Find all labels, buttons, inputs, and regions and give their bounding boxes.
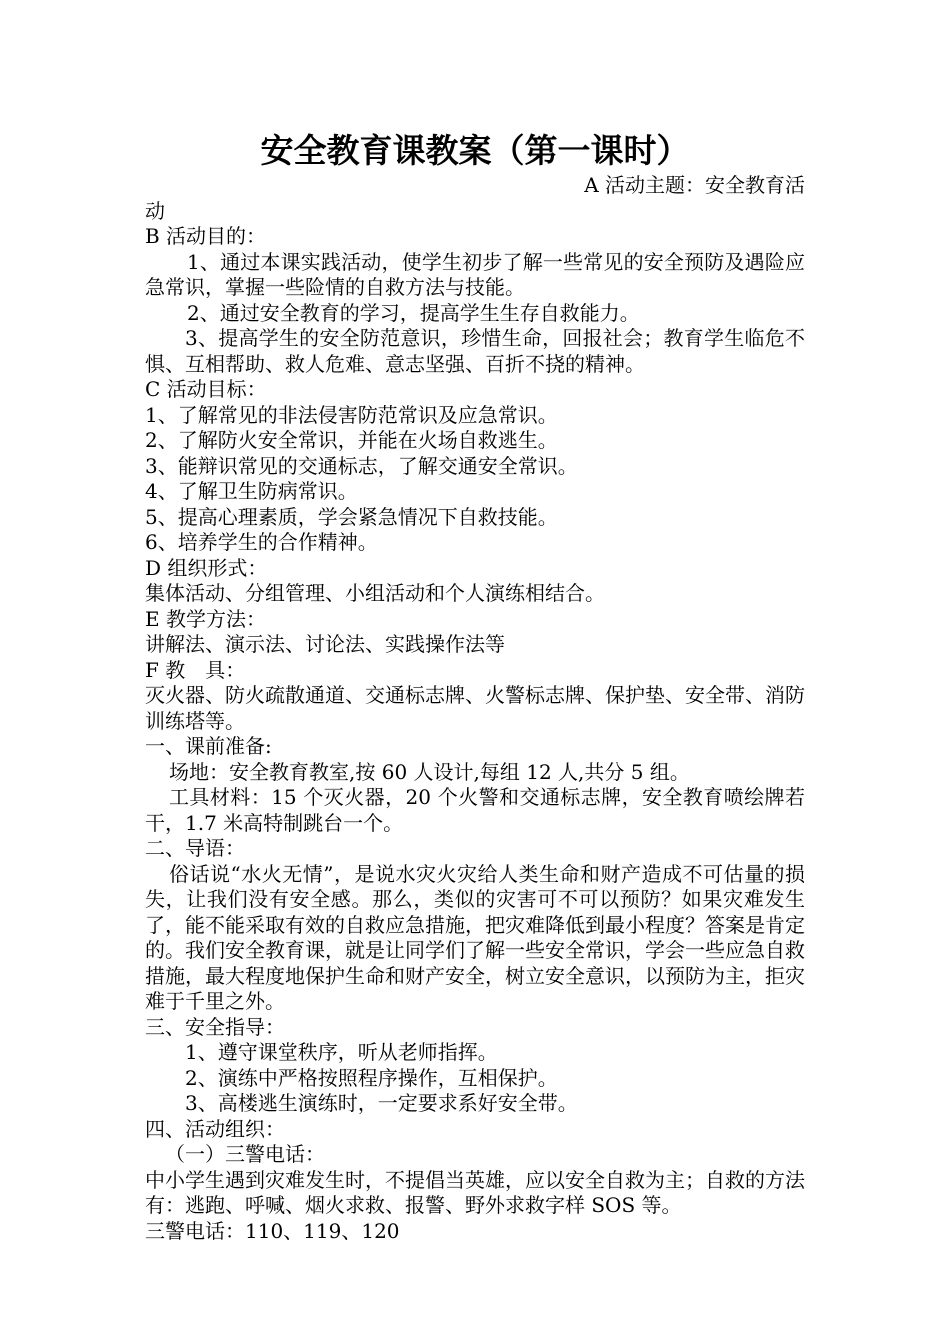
intro-heading: 二、导语： [145,836,245,860]
tools-text: 灭火器、防火疏散通道、交通标志牌、火警标志牌、保护垫、安全带、消防训练塔等。 [145,683,805,733]
guide-item: 1、遵守课堂秩序，听从老师指挥。 [185,1040,498,1064]
goal-item: 5、提高心理素质，学会紧急情况下自救技能。 [145,504,558,529]
prep-materials: 工具材料：15 个灭火器，20 个火警和交通标志牌，安全教育喷绘牌若干，1.7 米高特制跳台一个。 [145,785,805,835]
purpose-item-2: 2、通过安全教育的学习，提高学生生存自救能力。 [187,300,640,325]
goal-item: 3、能辩识常见的交通标志，了解交通安全常识。 [145,453,578,478]
prep-site: 场地：安全教育教室,按 60 人设计,每组 12 人,共分 5 组。 [169,759,690,784]
form-heading: D 组织形式： [145,555,268,580]
purpose-heading: B 活动目的： [145,224,267,248]
org-subheading: （一）三警电话： [165,1142,325,1166]
form-text: 集体活动、分组管理、小组活动和个人演练相结合。 [145,581,605,605]
org-phones: 三警电话：110、119、120 [145,1218,400,1243]
goals-heading: C 活动目标： [145,377,267,401]
goal-item: 6、培养学生的合作精神。 [145,530,378,554]
theme-line: A 活动主题：安全教育活 [584,173,805,197]
document-title: 安全教育课教案（第一课时） [260,131,690,170]
goal-item: 4、了解卫生防病常识。 [145,479,358,503]
intro-text: 俗话说“水火无情”，是说水灾火灾给人类生命和财产造成不可估量的损失，让我们没有安全感。那么，类似的灾害可不可以预防？如果灾难发生了，能不能采取有效的自救应急措施，把灾难降低到最小程度？答案是肯定的。我们安全教育课，就是让同学们了解一些安全常识，学会一些应急自救措施，最大程度地保护生命和财产安全，树立安全意识，以预防为主，拒灾难于千里之外。 [145,861,805,1013]
purpose-item-3: 3、提高学生的安全防范意识，珍惜生命，回报社会；教育学生临危不惧、互相帮助、救人危难、意志坚强、百折不挠的精神。 [145,326,805,376]
org-text: 中小学生遇到灾难发生时，不提倡当英雄，应以安全自救为主；自救的方法有：逃跑、呼喊、烟火求救、报警、野外求救字样 SOS 等。 [145,1167,805,1217]
guide-item: 2、演练中严格按照程序操作，互相保护。 [185,1065,558,1090]
method-heading: E 教学方法： [145,606,266,631]
goal-item: 2、了解防火安全常识，并能在火场自救逃生。 [145,428,558,452]
prep-heading: 一、课前准备: [145,734,272,758]
guide-item: 3、高楼逃生演练时，一定要求系好安全带。 [185,1091,578,1115]
goal-item: 1、了解常见的非法侵害防范常识及应急常识。 [145,402,558,427]
method-text: 讲解法、演示法、讨论法、实践操作法等 [145,632,505,656]
purpose-item-1: 1、通过本课实践活动，使学生初步了解一些常见的安全预防及遇险应急常识，掌握一些险情的自救方法与技能。 [145,249,805,299]
tools-heading: F 教 具： [145,657,246,682]
theme-line-continued: 动 [145,198,165,223]
guide-heading: 三、安全指导： [145,1014,285,1039]
document-body [145,173,805,1244]
org-heading: 四、活动组织： [145,1116,285,1141]
